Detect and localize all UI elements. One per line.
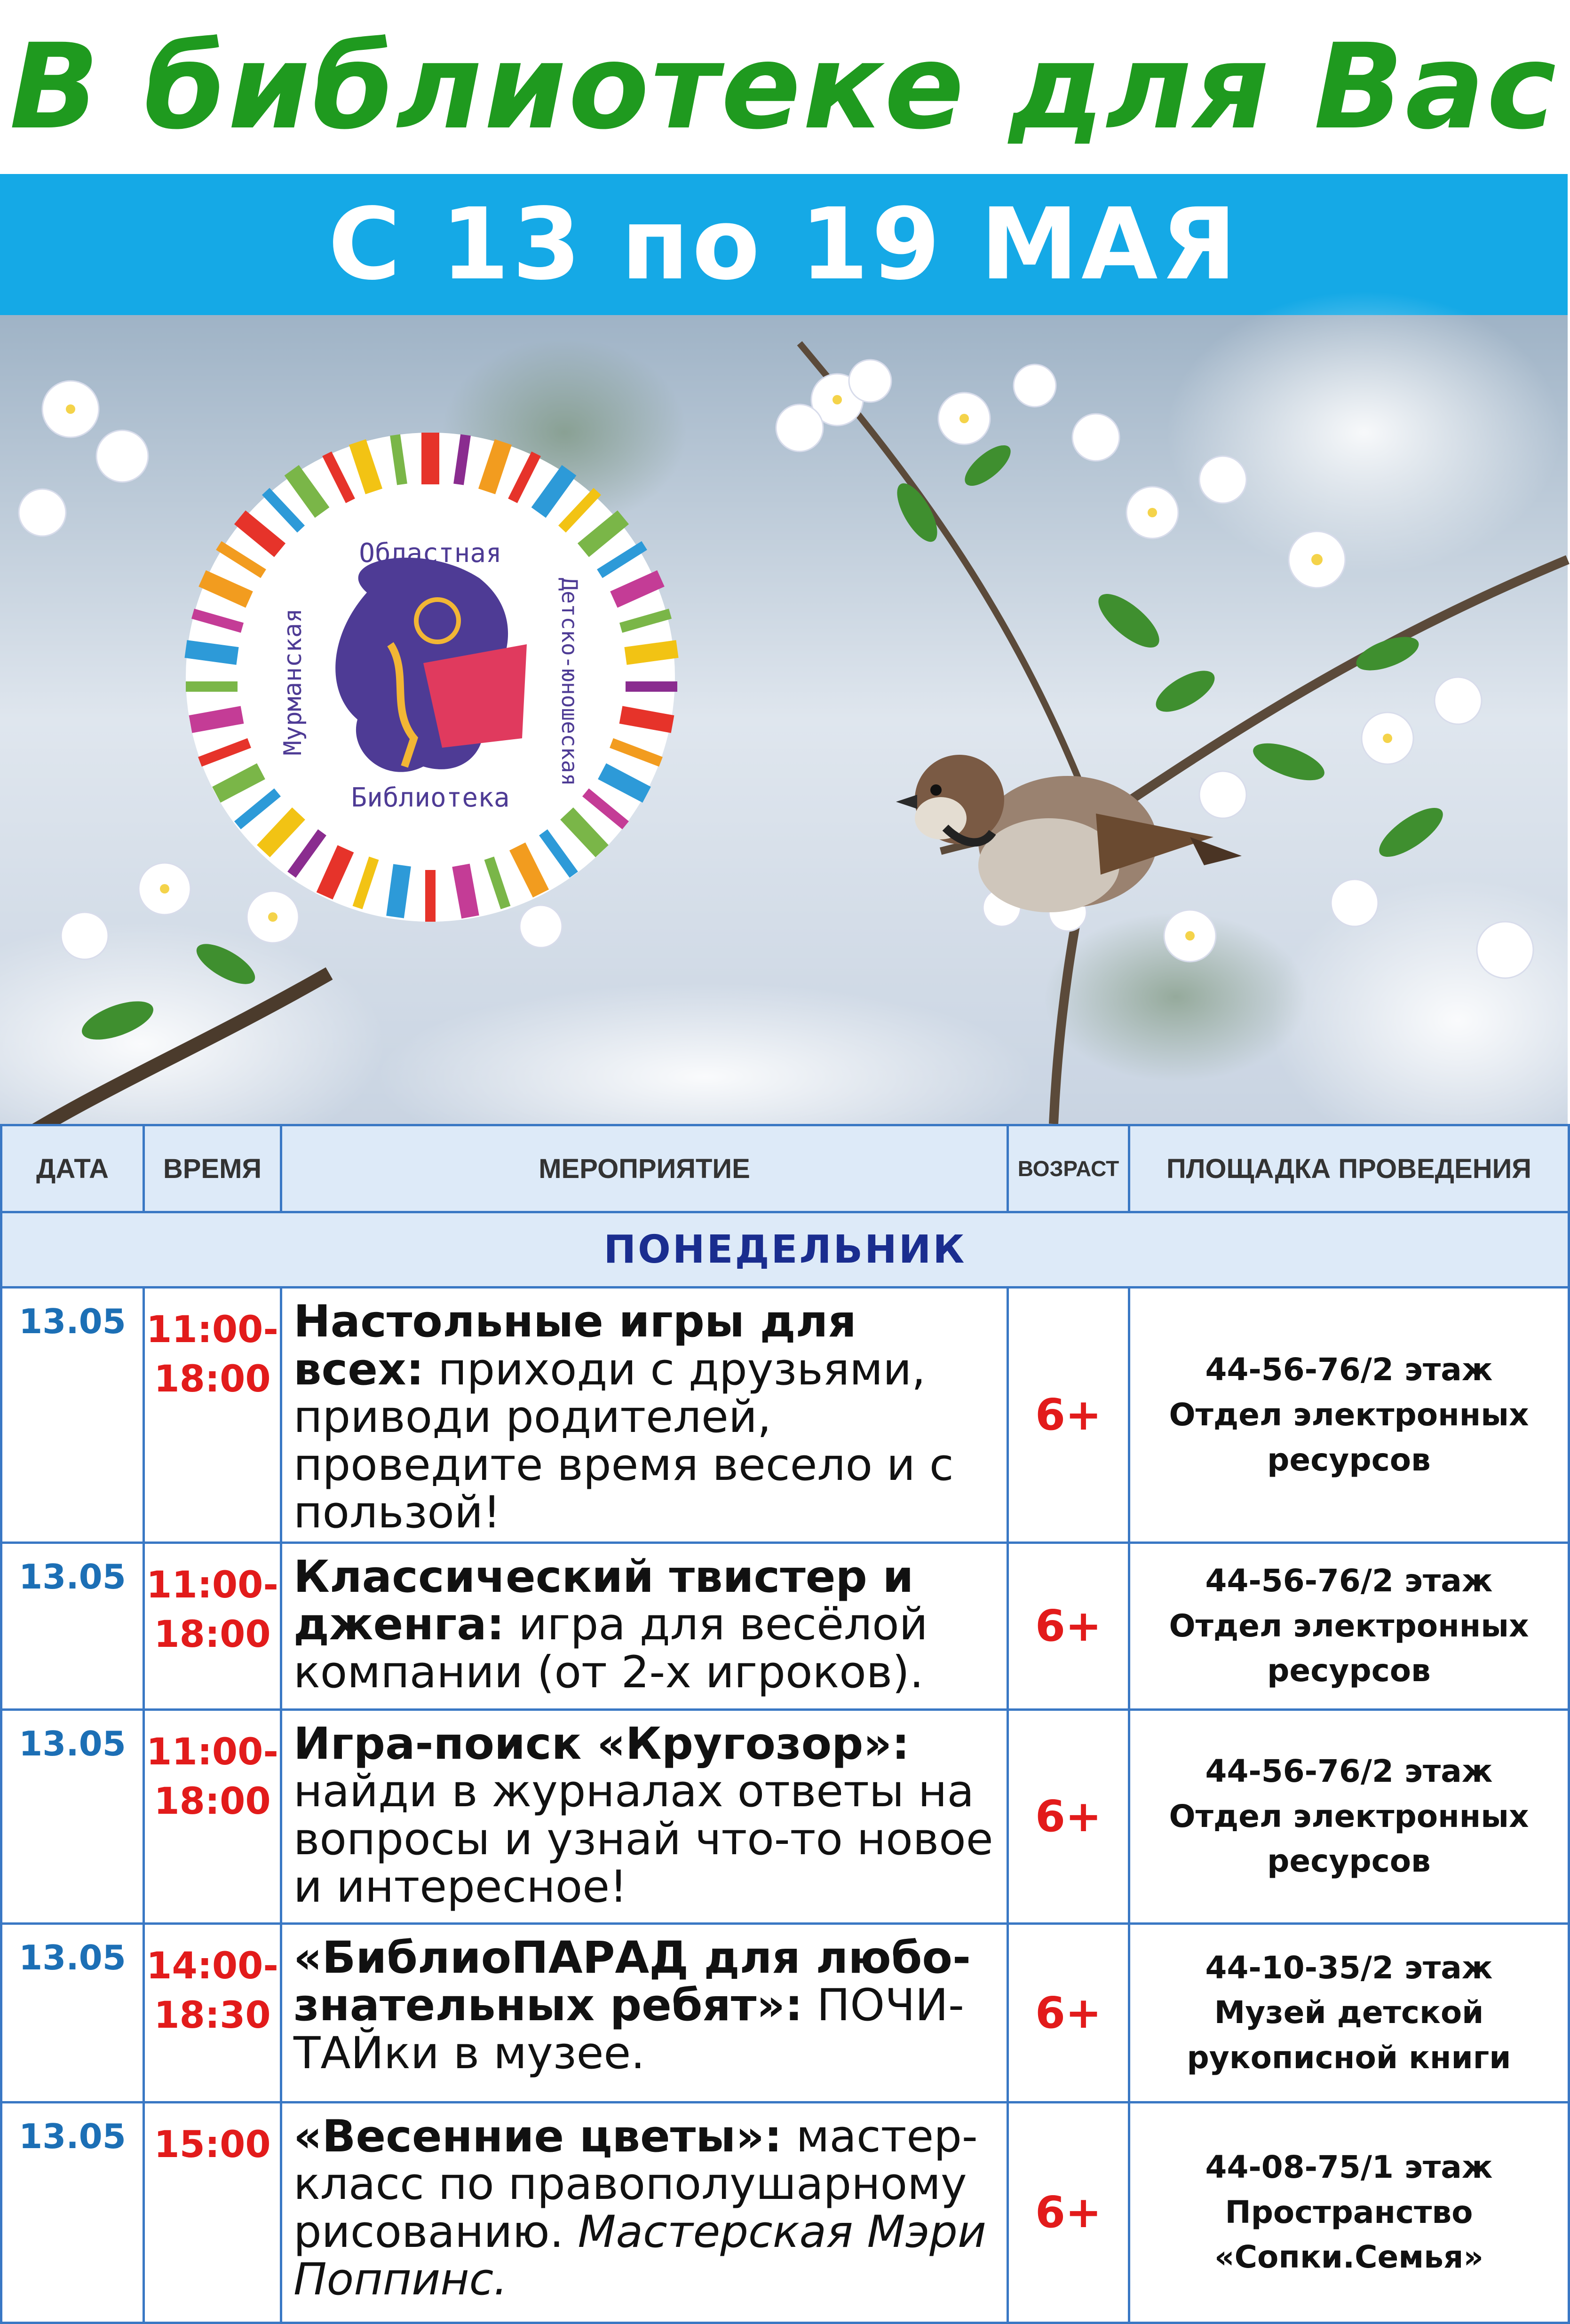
event-time bbox=[144, 1923, 281, 2102]
event-time-start: 11:00- bbox=[146, 1564, 278, 1606]
event-description bbox=[281, 1542, 1008, 1709]
event-text: приходи с друзьями, приводи родителей, проведите время весело и с пользой! bbox=[293, 1344, 954, 1539]
col-header-event: МЕРОПРИЯТИЕ bbox=[281, 1125, 1008, 1212]
place-dept-2: ресурсов bbox=[1267, 1441, 1431, 1478]
event-time-end: 18:00 bbox=[154, 1358, 271, 1401]
page-title: В библиотеке для Вас bbox=[9, 18, 1558, 155]
event-title: «БиблиоПАРАД для любо-знательных ребят»: bbox=[293, 1932, 971, 2032]
event-title: Игра-поиск «Кругозор»: bbox=[293, 1718, 910, 1770]
event-description bbox=[281, 1288, 1008, 1543]
event-italic-text: Мастерская Мэри Поппинс. bbox=[293, 2206, 986, 2306]
events-table bbox=[0, 1124, 1570, 2324]
event-description bbox=[281, 2102, 1008, 2323]
event-text: найди в журналах ответы на вопросы и узнай что-то новое и интересное! bbox=[293, 1766, 993, 1913]
event-description bbox=[281, 1923, 1008, 2102]
event-date: 13.05 bbox=[1, 2102, 144, 2323]
event-title: Классический твистер и дженга: bbox=[293, 1551, 914, 1651]
logo-text-right: Детско-юношеская bbox=[557, 577, 582, 786]
event-text: игра для весёлой компании (от 2-х игроков). bbox=[293, 1599, 928, 1698]
event-time bbox=[144, 2102, 281, 2323]
date-range-text: С 13 по 19 МАЯ bbox=[328, 187, 1240, 302]
logo-text-top: Областная bbox=[359, 538, 502, 569]
table-row bbox=[1, 2102, 1569, 2323]
event-time-start: 11:00- bbox=[146, 1309, 278, 1351]
event-time-start: 11:00- bbox=[146, 1731, 278, 1773]
event-age: 6+ bbox=[1008, 1923, 1129, 2102]
place-phone: 44-56-76/2 этаж bbox=[1205, 1753, 1493, 1790]
col-header-place: ПЛОЩАДКА ПРОВЕДЕНИЯ bbox=[1129, 1125, 1569, 1212]
event-date: 13.05 bbox=[1, 1542, 144, 1709]
place-phone: 44-56-76/2 этаж bbox=[1205, 1563, 1493, 1599]
logo-text-left: Мурманская bbox=[279, 608, 307, 756]
table-row bbox=[1, 1288, 1569, 1543]
event-place bbox=[1129, 2102, 1569, 2323]
place-phone: 44-08-75/1 этаж bbox=[1205, 2149, 1493, 2186]
place-dept: Музей детской bbox=[1214, 1994, 1484, 2031]
event-place bbox=[1129, 1542, 1569, 1709]
spring-blossom-sparrow-illustration bbox=[0, 315, 1568, 1124]
event-date: 13.05 bbox=[1, 1709, 144, 1923]
event-title: «Весенние цветы»: bbox=[293, 2111, 782, 2162]
hero-image bbox=[0, 315, 1568, 1124]
event-age: 6+ bbox=[1008, 1542, 1129, 1709]
place-dept-2: «Сопки.Семья» bbox=[1214, 2239, 1484, 2276]
place-dept-2: ресурсов bbox=[1267, 1843, 1431, 1880]
place-dept: Отдел электронных bbox=[1169, 1607, 1529, 1644]
event-time-start: 15:00 bbox=[154, 2123, 271, 2166]
event-time-end: 18:30 bbox=[154, 1994, 271, 2037]
place-phone: 44-56-76/2 этаж bbox=[1205, 1352, 1493, 1388]
event-text: ПОЧИ-ТАЙки в музее. bbox=[293, 1980, 964, 2079]
event-time bbox=[144, 1542, 281, 1709]
place-dept-2: ресурсов bbox=[1267, 1652, 1431, 1689]
table-row bbox=[1, 1923, 1569, 2102]
event-time-start: 14:00- bbox=[146, 1945, 278, 1987]
day-label: ПОНЕДЕЛЬНИК bbox=[1, 1212, 1569, 1288]
event-age: 6+ bbox=[1008, 1288, 1129, 1543]
event-date: 13.05 bbox=[1, 1288, 144, 1543]
place-dept-2: рукописной книги bbox=[1187, 2039, 1511, 2076]
library-logo bbox=[186, 433, 677, 922]
event-place bbox=[1129, 1923, 1569, 2102]
event-time bbox=[144, 1288, 281, 1543]
event-place bbox=[1129, 1288, 1569, 1543]
table-row bbox=[1, 1709, 1569, 1923]
place-phone: 44-10-35/2 этаж bbox=[1205, 1949, 1493, 1986]
table-row bbox=[1, 1542, 1569, 1709]
event-text: мастер-класс по правополушарному рисованию. bbox=[293, 2111, 978, 2258]
event-time bbox=[144, 1709, 281, 1923]
col-header-time: ВРЕМЯ bbox=[144, 1125, 281, 1212]
event-date: 13.05 bbox=[1, 1923, 144, 2102]
day-row bbox=[1, 1212, 1569, 1288]
logo-text-bottom: Библиотека bbox=[351, 783, 510, 813]
place-dept: Отдел электронных bbox=[1169, 1396, 1529, 1433]
table-header-row bbox=[1, 1125, 1569, 1212]
col-header-age: ВОЗРАСТ bbox=[1008, 1125, 1129, 1212]
event-place bbox=[1129, 1709, 1569, 1923]
col-header-date: ДАТА bbox=[1, 1125, 144, 1212]
event-description bbox=[281, 1709, 1008, 1923]
event-time-end: 18:00 bbox=[154, 1780, 271, 1823]
event-age: 6+ bbox=[1008, 1709, 1129, 1923]
place-dept: Отдел электронных bbox=[1169, 1798, 1529, 1834]
place-dept: Пространство bbox=[1225, 2194, 1473, 2230]
event-time-end: 18:00 bbox=[154, 1613, 271, 1656]
event-title: Настольные игры для всех: bbox=[293, 1296, 856, 1395]
event-age: 6+ bbox=[1008, 2102, 1129, 2323]
